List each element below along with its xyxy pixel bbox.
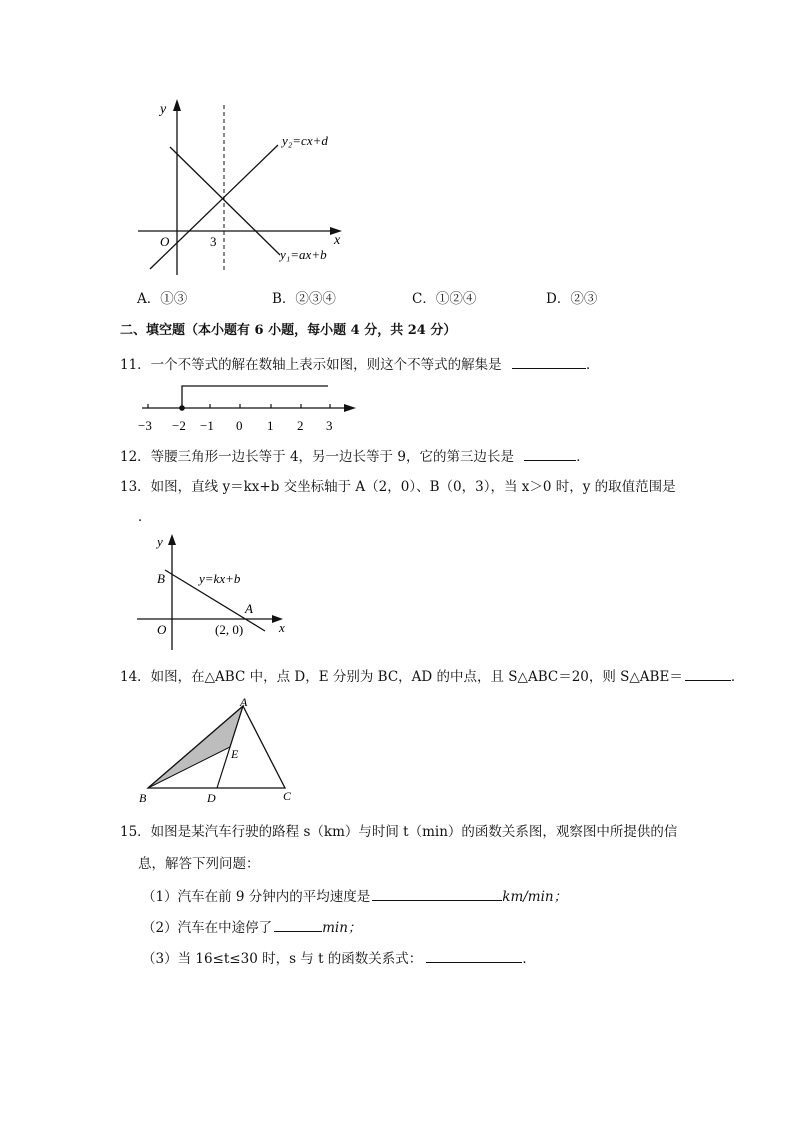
tick-label-0: 0: [236, 418, 243, 433]
point-d: D: [207, 791, 216, 805]
q15-sub1: [142, 886, 567, 906]
q11-number-line: [138, 378, 363, 436]
q13-graph: [135, 532, 295, 652]
q15-sub1-unit: km/min；: [502, 889, 568, 905]
tick-label-neg3: −3: [138, 418, 152, 433]
q15-sub3-text: （3）当 16≤t≤30 时，s 与 t 的函数关系式：: [142, 951, 423, 967]
section-heading: 二、填空题（本小题有 6 小题，每小题 4 分，共 24 分）: [120, 323, 457, 338]
option-d: D．②③: [546, 291, 598, 307]
q13-end: ．: [138, 509, 152, 525]
point-a-label: A: [245, 601, 253, 616]
origin-label: O: [157, 622, 167, 637]
q15-sub1-text: （1）汽车在前 9 分钟内的平均速度是: [142, 889, 371, 905]
tick-label-2: 2: [297, 418, 304, 433]
q14-end: ．: [730, 669, 745, 685]
q15-sub2-unit: min；: [322, 920, 362, 936]
q11-text: [120, 354, 599, 374]
q10-graph: [130, 95, 370, 280]
q15-sub3-blank[interactable]: [426, 948, 522, 963]
q13-text: 13．如图，直线 y＝kx+b 交坐标轴于 A（2，0）、B（0，3），当 x＞0 时，y 的取值范围是: [120, 479, 676, 495]
tick-label-neg1: −1: [200, 418, 214, 433]
q14-text: [120, 666, 744, 686]
q14-triangle: [135, 696, 305, 808]
option-a: A．①③: [137, 291, 188, 307]
option-b: B．②③④: [272, 291, 336, 307]
tick-label-1: 1: [267, 418, 274, 433]
x-axis-label: x: [334, 233, 341, 248]
q15-sub1-blank[interactable]: [372, 886, 502, 901]
tick-label-neg2: −2: [172, 418, 186, 433]
q12-question: 12．等腰三角形一边长等于 4，另一边长等于 9，它的第三边长是: [120, 449, 514, 465]
x-axis-label: x: [279, 620, 285, 635]
line-y1-label: y₁=ax+b: [280, 247, 327, 262]
vertex-b: B: [139, 791, 147, 805]
point-a-coord: (2, 0): [215, 622, 244, 637]
q15-sub2-blank[interactable]: [274, 917, 322, 932]
q15-sub2: [142, 917, 361, 937]
vertex-c: C: [283, 789, 292, 803]
point-e: E: [231, 747, 239, 761]
y-axis-label: y: [157, 534, 163, 549]
point-b-label: B: [157, 571, 165, 586]
q15-sub2-text: （2）汽车在中途停了: [142, 920, 273, 936]
q15-sub3-end: ．: [522, 951, 536, 967]
q11-end: ．: [585, 357, 600, 373]
q15-line2: 息，解答下列问题：: [138, 856, 260, 872]
q14-question: 14．如图，在△ABC 中，点 D，E 分别为 BC，AD 的中点，且 S△ABC＝20，则 S△ABE＝: [120, 669, 683, 685]
line-label: y=kx+b: [199, 571, 241, 586]
vertex-a: A: [240, 696, 248, 709]
q11-answer-blank[interactable]: [512, 354, 586, 369]
q12-text: [120, 446, 590, 466]
y-axis-label: y: [160, 102, 167, 117]
option-c: C．①②④: [412, 291, 477, 307]
origin-label: O: [160, 234, 170, 249]
x-tick-3: 3: [210, 234, 217, 249]
q12-end: ．: [576, 449, 590, 465]
q12-answer-blank[interactable]: [524, 446, 576, 461]
q14-answer-blank[interactable]: [685, 666, 731, 681]
q15-line1: 15．如图是某汽车行驶的路程 s（km）与时间 t（min）的函数关系图，观察图中所提供的信: [120, 824, 678, 840]
q15-sub3: [142, 948, 536, 968]
tick-label-3: 3: [326, 418, 333, 433]
q11-question: 11．一个不等式的解在数轴上表示如图，则这个不等式的解集是: [120, 357, 502, 373]
line-y2-label: y₂=cx+d: [282, 133, 328, 148]
